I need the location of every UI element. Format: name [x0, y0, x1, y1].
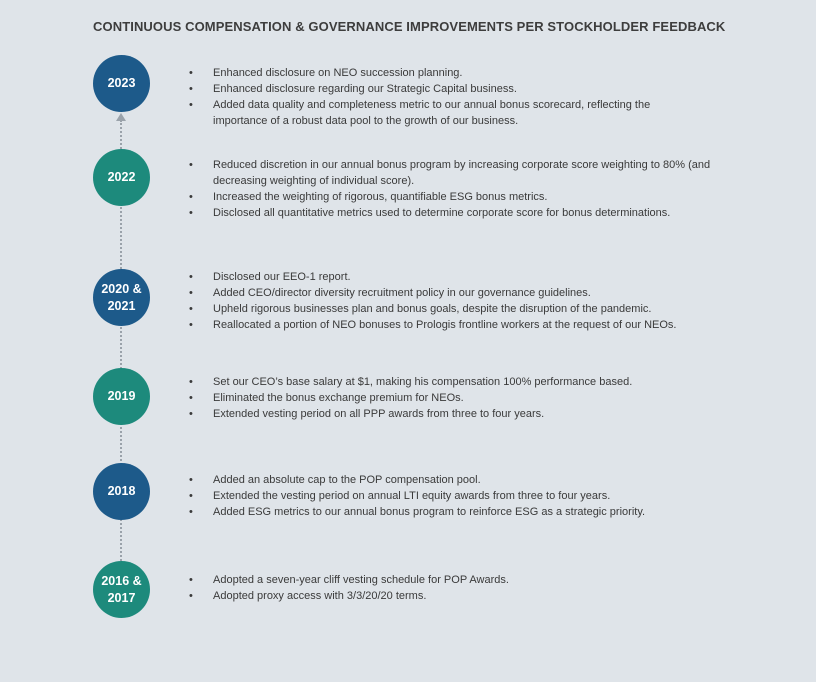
list-item: • Added ESG metrics to our annual bonus program to reinforce ESG as a strategic priority.: [189, 504, 773, 520]
arrow-up-icon: [116, 113, 126, 121]
list-item: • Set our CEO’s base salary at $1, making his compensation 100% performance based.: [189, 374, 773, 390]
year-label: 2018: [107, 484, 136, 498]
year-2022-list: [189, 157, 773, 221]
list-item: • Adopted proxy access with 3/3/20/20 terms.: [189, 588, 773, 604]
year-label: 2022: [107, 170, 136, 184]
list-item: • Reallocated a portion of NEO bonuses to Prologis frontline workers at the request of our NEOs.: [189, 317, 773, 333]
year-label: 2016 & 2017: [101, 573, 142, 605]
list-item: • Upheld rigorous businesses plan and bonus goals, despite the disruption of the pandemic.: [189, 301, 773, 317]
year-badge-2016-2017: [93, 561, 150, 618]
year-2019-list: [189, 374, 773, 422]
list-item: • Disclosed our EEO-1 report.: [189, 269, 773, 285]
year-badge-2019: [93, 368, 150, 425]
year-2023-list: [189, 65, 773, 129]
list-item: • Enhanced disclosure regarding our Strategic Capital business.: [189, 81, 773, 97]
year-label: 2019: [107, 389, 136, 403]
list-item: • Reduced discretion in our annual bonus program by increasing corporate score weighting to 80% (and decreasing weighting of individual score).: [189, 157, 758, 189]
list-item: • Added CEO/director diversity recruitment policy in our governance guidelines.: [189, 285, 773, 301]
list-item: • Extended the vesting period on annual LTI equity awards from three to four years.: [189, 488, 773, 504]
list-item: • Eliminated the bonus exchange premium for NEOs.: [189, 390, 773, 406]
year-badge-2023: [93, 55, 150, 112]
list-item: • Enhanced disclosure on NEO succession planning.: [189, 65, 773, 81]
list-item: • Disclosed all quantitative metrics used to determine corporate score for bonus determinations.: [189, 205, 773, 221]
year-2016-2017-list: [189, 572, 773, 604]
list-item: • Increased the weighting of rigorous, quantifiable ESG bonus metrics.: [189, 189, 773, 205]
year-badge-2022: [93, 149, 150, 206]
page-title: CONTINUOUS COMPENSATION & GOVERNANCE IMPROVEMENTS PER STOCKHOLDER FEEDBACK: [93, 19, 726, 34]
list-item: • Added an absolute cap to the POP compensation pool.: [189, 472, 773, 488]
year-badge-2020-2021: [93, 269, 150, 326]
year-badge-2018: [93, 463, 150, 520]
year-2018-list: [189, 472, 773, 520]
year-2020-2021-list: [189, 269, 773, 333]
year-label: 2020 & 2021: [101, 281, 142, 313]
list-item: • Adopted a seven-year cliff vesting schedule for POP Awards.: [189, 572, 773, 588]
list-item: • Extended vesting period on all PPP awards from three to four years.: [189, 406, 773, 422]
list-item: • Added data quality and completeness metric to our annual bonus scorecard, reflecting the importance of a robust data pool to the growth of our business.: [189, 97, 683, 129]
year-label: 2023: [107, 76, 136, 90]
